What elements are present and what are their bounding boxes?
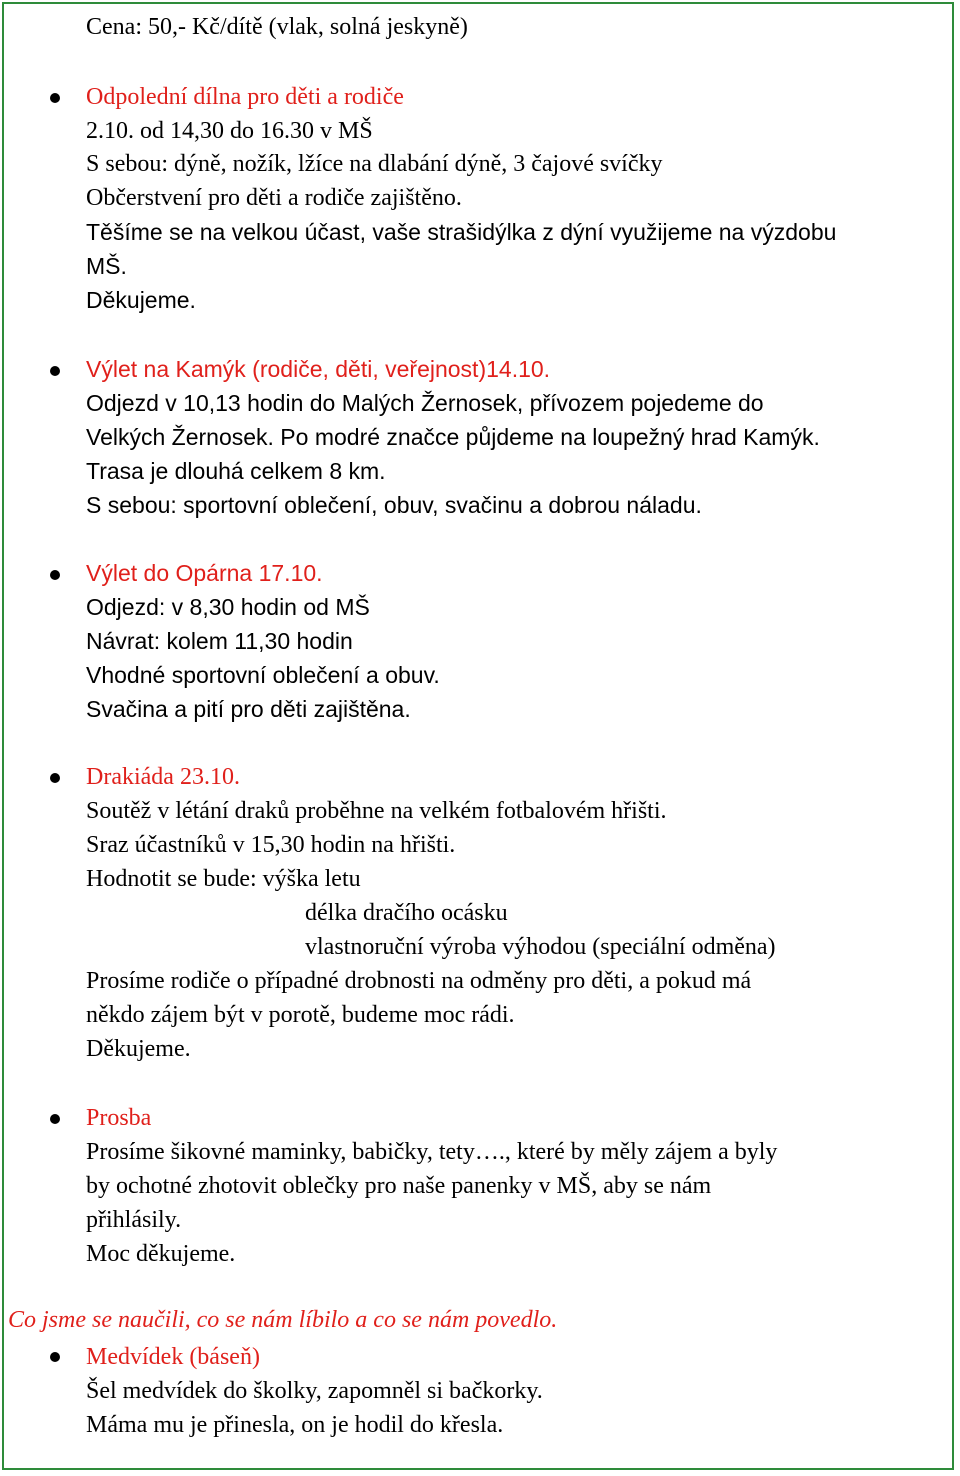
section-line: někdo zájem být v porotě, budeme moc rádi. bbox=[86, 1002, 515, 1028]
section-line: MŠ. bbox=[86, 253, 127, 279]
section-line: Velkých Žernosek. Po modré značce půjdeme na loupežný hrad Kamýk. bbox=[86, 424, 820, 450]
bullet-icon bbox=[50, 570, 60, 580]
section-line: Návrat: kolem 11,30 hodin bbox=[86, 628, 353, 654]
section-line: přihlásily. bbox=[86, 1207, 182, 1233]
bullet-icon bbox=[50, 93, 60, 103]
bullet-icon bbox=[50, 1352, 60, 1362]
bullet-icon bbox=[50, 366, 60, 376]
poem-line: Máma mu je přinesla, on je hodil do křesla. bbox=[86, 1412, 504, 1438]
section-line: Děkujeme. bbox=[86, 1036, 191, 1062]
section-title-prosba: Prosba bbox=[86, 1105, 152, 1131]
section-line: Odjezd: v 8,30 hodin od MŠ bbox=[86, 594, 370, 620]
section-line: Vhodné sportovní oblečení a obuv. bbox=[86, 662, 440, 688]
bullet-icon bbox=[50, 1114, 60, 1124]
poem-title: Medvídek (báseň) bbox=[86, 1344, 260, 1370]
section-line: Občerstvení pro děti a rodiče zajištěno. bbox=[86, 185, 462, 211]
section-line-indented: délka dračího ocásku bbox=[305, 900, 508, 926]
section-line: Hodnotit se bude: výška letu bbox=[86, 866, 361, 892]
section-line: Těšíme se na velkou účast, vaše strašidýlka z dýní využijeme na výzdobu bbox=[86, 219, 837, 245]
section-line: Moc děkujeme. bbox=[86, 1241, 236, 1267]
price-line: Cena: 50,- Kč/dítě (vlak, solná jeskyně) bbox=[86, 14, 468, 40]
section-line: S sebou: sportovní oblečení, obuv, svačinu a dobrou náladu. bbox=[86, 492, 702, 518]
section-title-drakiada: Drakiáda 23.10. bbox=[86, 764, 240, 790]
section-line: by ochotné zhotovit oblečky pro naše panenky v MŠ, aby se nám bbox=[86, 1173, 712, 1199]
bullet-icon bbox=[50, 773, 60, 783]
section-line: 2.10. od 14,30 do 16.30 v MŠ bbox=[86, 118, 373, 144]
poem-line: Šel medvídek do školky, zapomněl si bačkorky. bbox=[86, 1378, 543, 1404]
section-title-workshop: Odpolední dílna pro děti a rodiče bbox=[86, 84, 404, 110]
section-line: Soutěž v létání draků proběhne na velkém fotbalovém hřišti. bbox=[86, 798, 667, 824]
section-line: Sraz účastníků v 15,30 hodin na hřišti. bbox=[86, 832, 456, 858]
section-line-indented: vlastnoruční výroba výhodou (speciální odměna) bbox=[305, 934, 776, 960]
section-line: Prosíme rodiče o případné drobnosti na odměny pro děti, a pokud má bbox=[86, 968, 752, 994]
learned-heading: Co jsme se naučili, co se nám líbilo a co se nám povedlo. bbox=[8, 1307, 558, 1333]
section-line: Děkujeme. bbox=[86, 287, 196, 313]
section-line: Prosíme šikovné maminky, babičky, tety…., které by měly zájem a byly bbox=[86, 1139, 778, 1165]
section-line: S sebou: dýně, nožík, lžíce na dlabání dýně, 3 čajové svíčky bbox=[86, 151, 663, 177]
section-line: Trasa je dlouhá celkem 8 km. bbox=[86, 458, 386, 484]
section-line: Odjezd v 10,13 hodin do Malých Žernosek, přívozem pojedeme do bbox=[86, 390, 764, 416]
section-title-kamyk: Výlet na Kamýk (rodiče, děti, veřejnost)14.10. bbox=[86, 356, 551, 382]
section-line: Svačina a pití pro děti zajištěna. bbox=[86, 696, 411, 722]
section-title-oparno: Výlet do Opárna 17.10. bbox=[86, 560, 323, 586]
